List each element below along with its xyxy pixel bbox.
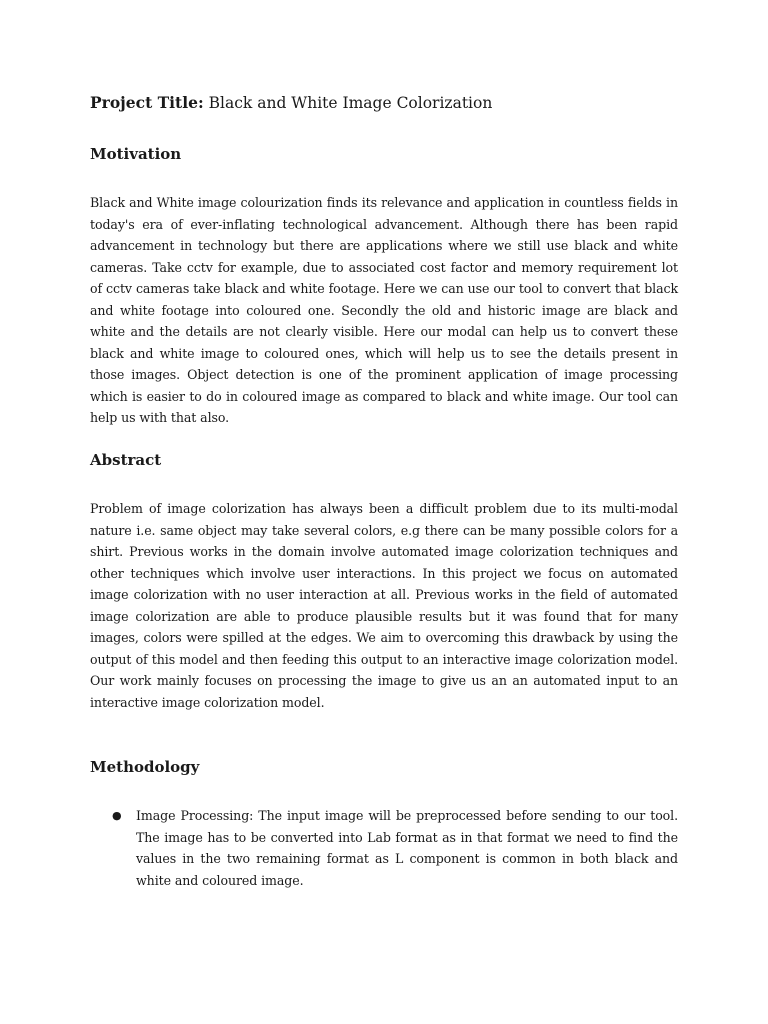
- abstract-heading: Abstract: [90, 451, 162, 469]
- motivation-paragraph: Black and White image colourization finds its relevance and application in countless fields in today's era of ever-inflating technological advancement. Although there has been rapid advancement in technology but there are applications where we still use black and white cameras. Take cctv for example, due to associated cost factor and memory requirement lot of cctv cameras take black and white footage. Here we can use our tool to convert that black and white footage into coloured one. Secondly the old and historic image are black and white and the details are not clearly visible. Here our modal can help us to convert these black and white image to coloured ones, which will help us to see the details present in those images. Object detection is one of the prominent application of image processing which is easier to do in coloured image as compared to black and white image. Our tool can help us with that also.: [90, 195, 678, 425]
- methodology-heading: Methodology: [90, 758, 200, 776]
- project-title: [90, 93, 492, 112]
- motivation-heading: Motivation: [90, 145, 182, 163]
- list-item: [90, 805, 678, 891]
- bullet-icon: ●: [112, 809, 122, 822]
- abstract-paragraph: Problem of image colorization has always been a difficult problem due to its multi-modal nature i.e. same object may take several colors, e.g there can be many possible colors for a shirt. Previous works in the domain involve automated image colorization techniques and other techniques which involve user interactions. In this project we focus on automated image colorization with no user interaction at all. Previous works in the field of automated image colorization are able to produce plausible results but it was found that for many images, colors were spilled at the edges. We aim to overcoming this drawback by using the output of this model and then feeding this output to an interactive image colorization model. Our work mainly focuses on processing the image to give us an an automated input to an interactive image colorization model.: [90, 501, 678, 710]
- list-item-text: Image Processing: The input image will be preprocessed before sending to our tool. The image has to be converted into Lab format as in that format we need to find the values in the two remaining format as L component is common in both black and white and coloured image.: [136, 808, 678, 888]
- project-title-label: Project Title:: [90, 93, 204, 112]
- project-title-value: Black and White Image Colorization: [208, 94, 493, 112]
- methodology-list: [90, 805, 678, 891]
